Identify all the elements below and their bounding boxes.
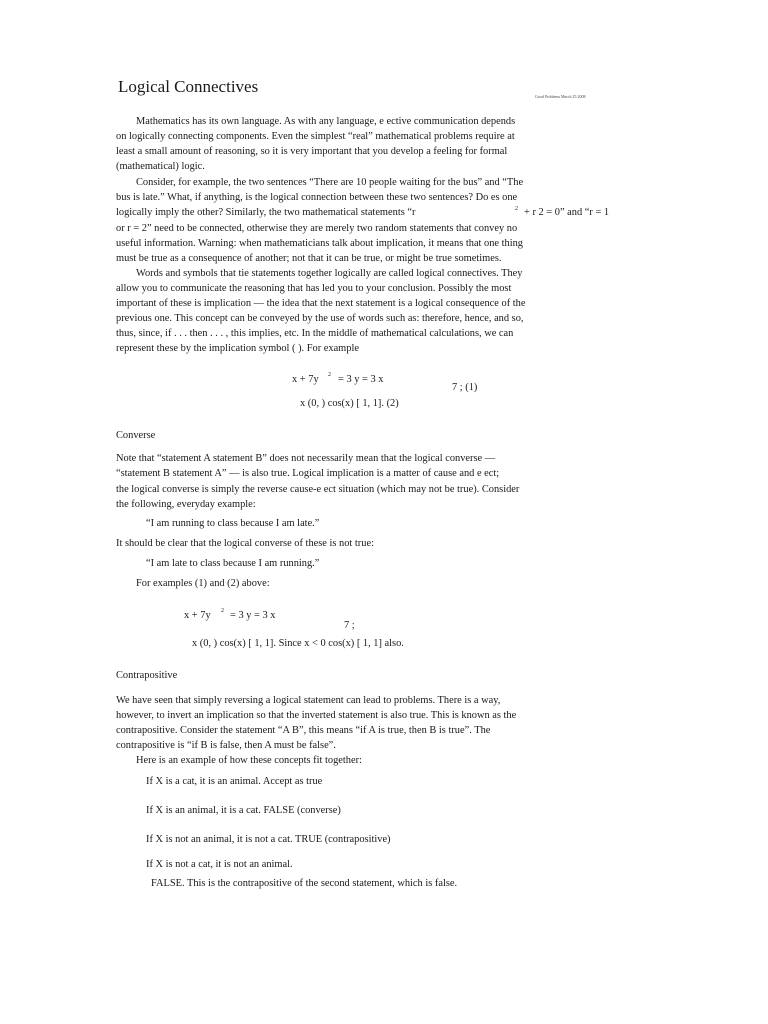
text-line: allow you to communicate the reasoning that has led you to your conclusion. Possibly the most <box>116 283 512 294</box>
section-heading-contrapositive: Contrapositive <box>116 670 178 681</box>
text-line: Words and symbols that tie statements together logically are called logical connectives. They <box>136 268 523 279</box>
equation-tag: 7 ; <box>344 620 355 631</box>
text-line: Here is an example of how these concepts fit together: <box>136 755 362 766</box>
text-line: on logically connecting components. Even the simplest “real” mathematical problems require at <box>116 131 515 142</box>
equation-line: x (0, ) cos(x) [ 1, 1]. Since x < 0 cos(x) [ 1, 1] also. <box>192 638 404 649</box>
equation-left: x + 7y <box>184 610 211 621</box>
equation-left: x + 7y <box>292 374 319 385</box>
text-line: thus, since, if . . . then . . . , this implies, etc. In the middle of mathematical calculations, we can <box>116 328 514 339</box>
header-note: Good Problems March 25 2008 <box>535 94 586 99</box>
text-line: useful information. Warning: when mathematicians talk about implication, it means that one thing <box>116 238 523 249</box>
superscript: 2 <box>221 608 224 614</box>
page-title: Logical Connectives <box>118 77 259 96</box>
text-line: For examples (1) and (2) above: <box>136 578 270 589</box>
text-line: + r 2 = 0” and “r = 1 <box>524 207 610 218</box>
equation-right: = 3 y = 3 x <box>230 610 276 621</box>
example-line: If X is not an animal, it is not a cat. TRUE (contrapositive) <box>146 834 391 845</box>
text-line: “statement B statement A” — is also true. Logical implication is a matter of cause and e ect; <box>116 468 500 479</box>
example-line: If X is a cat, it is an animal. Accept as true <box>146 776 323 787</box>
equation-tag: 7 ; (1) <box>452 382 478 393</box>
text-line: important of these is implication — the idea that the next statement is a logical consequence of the <box>116 298 526 309</box>
quote: “I am running to class because I am late.” <box>146 518 320 529</box>
superscript: 2 <box>328 372 331 378</box>
quote: “I am late to class because I am running.” <box>146 558 320 569</box>
text-line: contrapositive is “if B is false, then A must be false”. <box>116 740 336 751</box>
text-line: Mathematics has its own language. As with any language, e ective communication depends <box>136 116 516 127</box>
text-line: previous one. This concept can be conveyed by the use of words such as: therefore, hence, and so, <box>116 313 524 324</box>
equation-right: = 3 y = 3 x <box>338 374 384 385</box>
text-line: We have seen that simply reversing a logical statement can lead to problems. There is a way, <box>116 695 501 706</box>
text-line: the following, everyday example: <box>116 499 256 510</box>
text-line: the logical converse is simply the reverse cause-e ect situation (which may not be true). Consider <box>116 484 520 495</box>
text-line: least a small amount of reasoning, so it is very important that you develop a feeling for formal <box>116 146 508 157</box>
text-line: Note that “statement A statement B” does not necessarily mean that the logical converse — <box>116 453 496 464</box>
text-line: bus is late.” What, if anything, is the logical connection between these two sentences? Do es one <box>116 192 518 203</box>
text-line: however, to invert an implication so that the inverted statement is also true. This is known as the <box>116 710 517 721</box>
text-line: contrapositive. Consider the statement “A B”, this means “if A is true, then B is true”. The <box>116 725 491 736</box>
superscript: 2 <box>515 206 518 212</box>
text-line: must be true as a consequence of another; not that it can be true, or might be true sometimes. <box>116 253 502 264</box>
text-line: It should be clear that the logical converse of these is not true: <box>116 538 374 549</box>
example-line: If X is not a cat, it is not an animal. <box>146 859 293 870</box>
section-heading-converse: Converse <box>116 430 156 441</box>
example-line: If X is an animal, it is a cat. FALSE (converse) <box>146 805 341 816</box>
text-line: logically imply the other? Similarly, the two mathematical statements “r <box>116 207 416 218</box>
text-line: or r = 2” need to be connected, otherwise they are merely two random statements that convey no <box>116 223 518 234</box>
example-line: FALSE. This is the contrapositive of the second statement, which is false. <box>151 878 458 889</box>
equation-line: x (0, ) cos(x) [ 1, 1]. (2) <box>300 398 399 409</box>
text-line: represent these by the implication symbol ( ). For example <box>116 343 359 354</box>
text-line: (mathematical) logic. <box>116 161 205 172</box>
text-line: Consider, for example, the two sentences “There are 10 people waiting for the bus” and “The <box>136 177 524 188</box>
